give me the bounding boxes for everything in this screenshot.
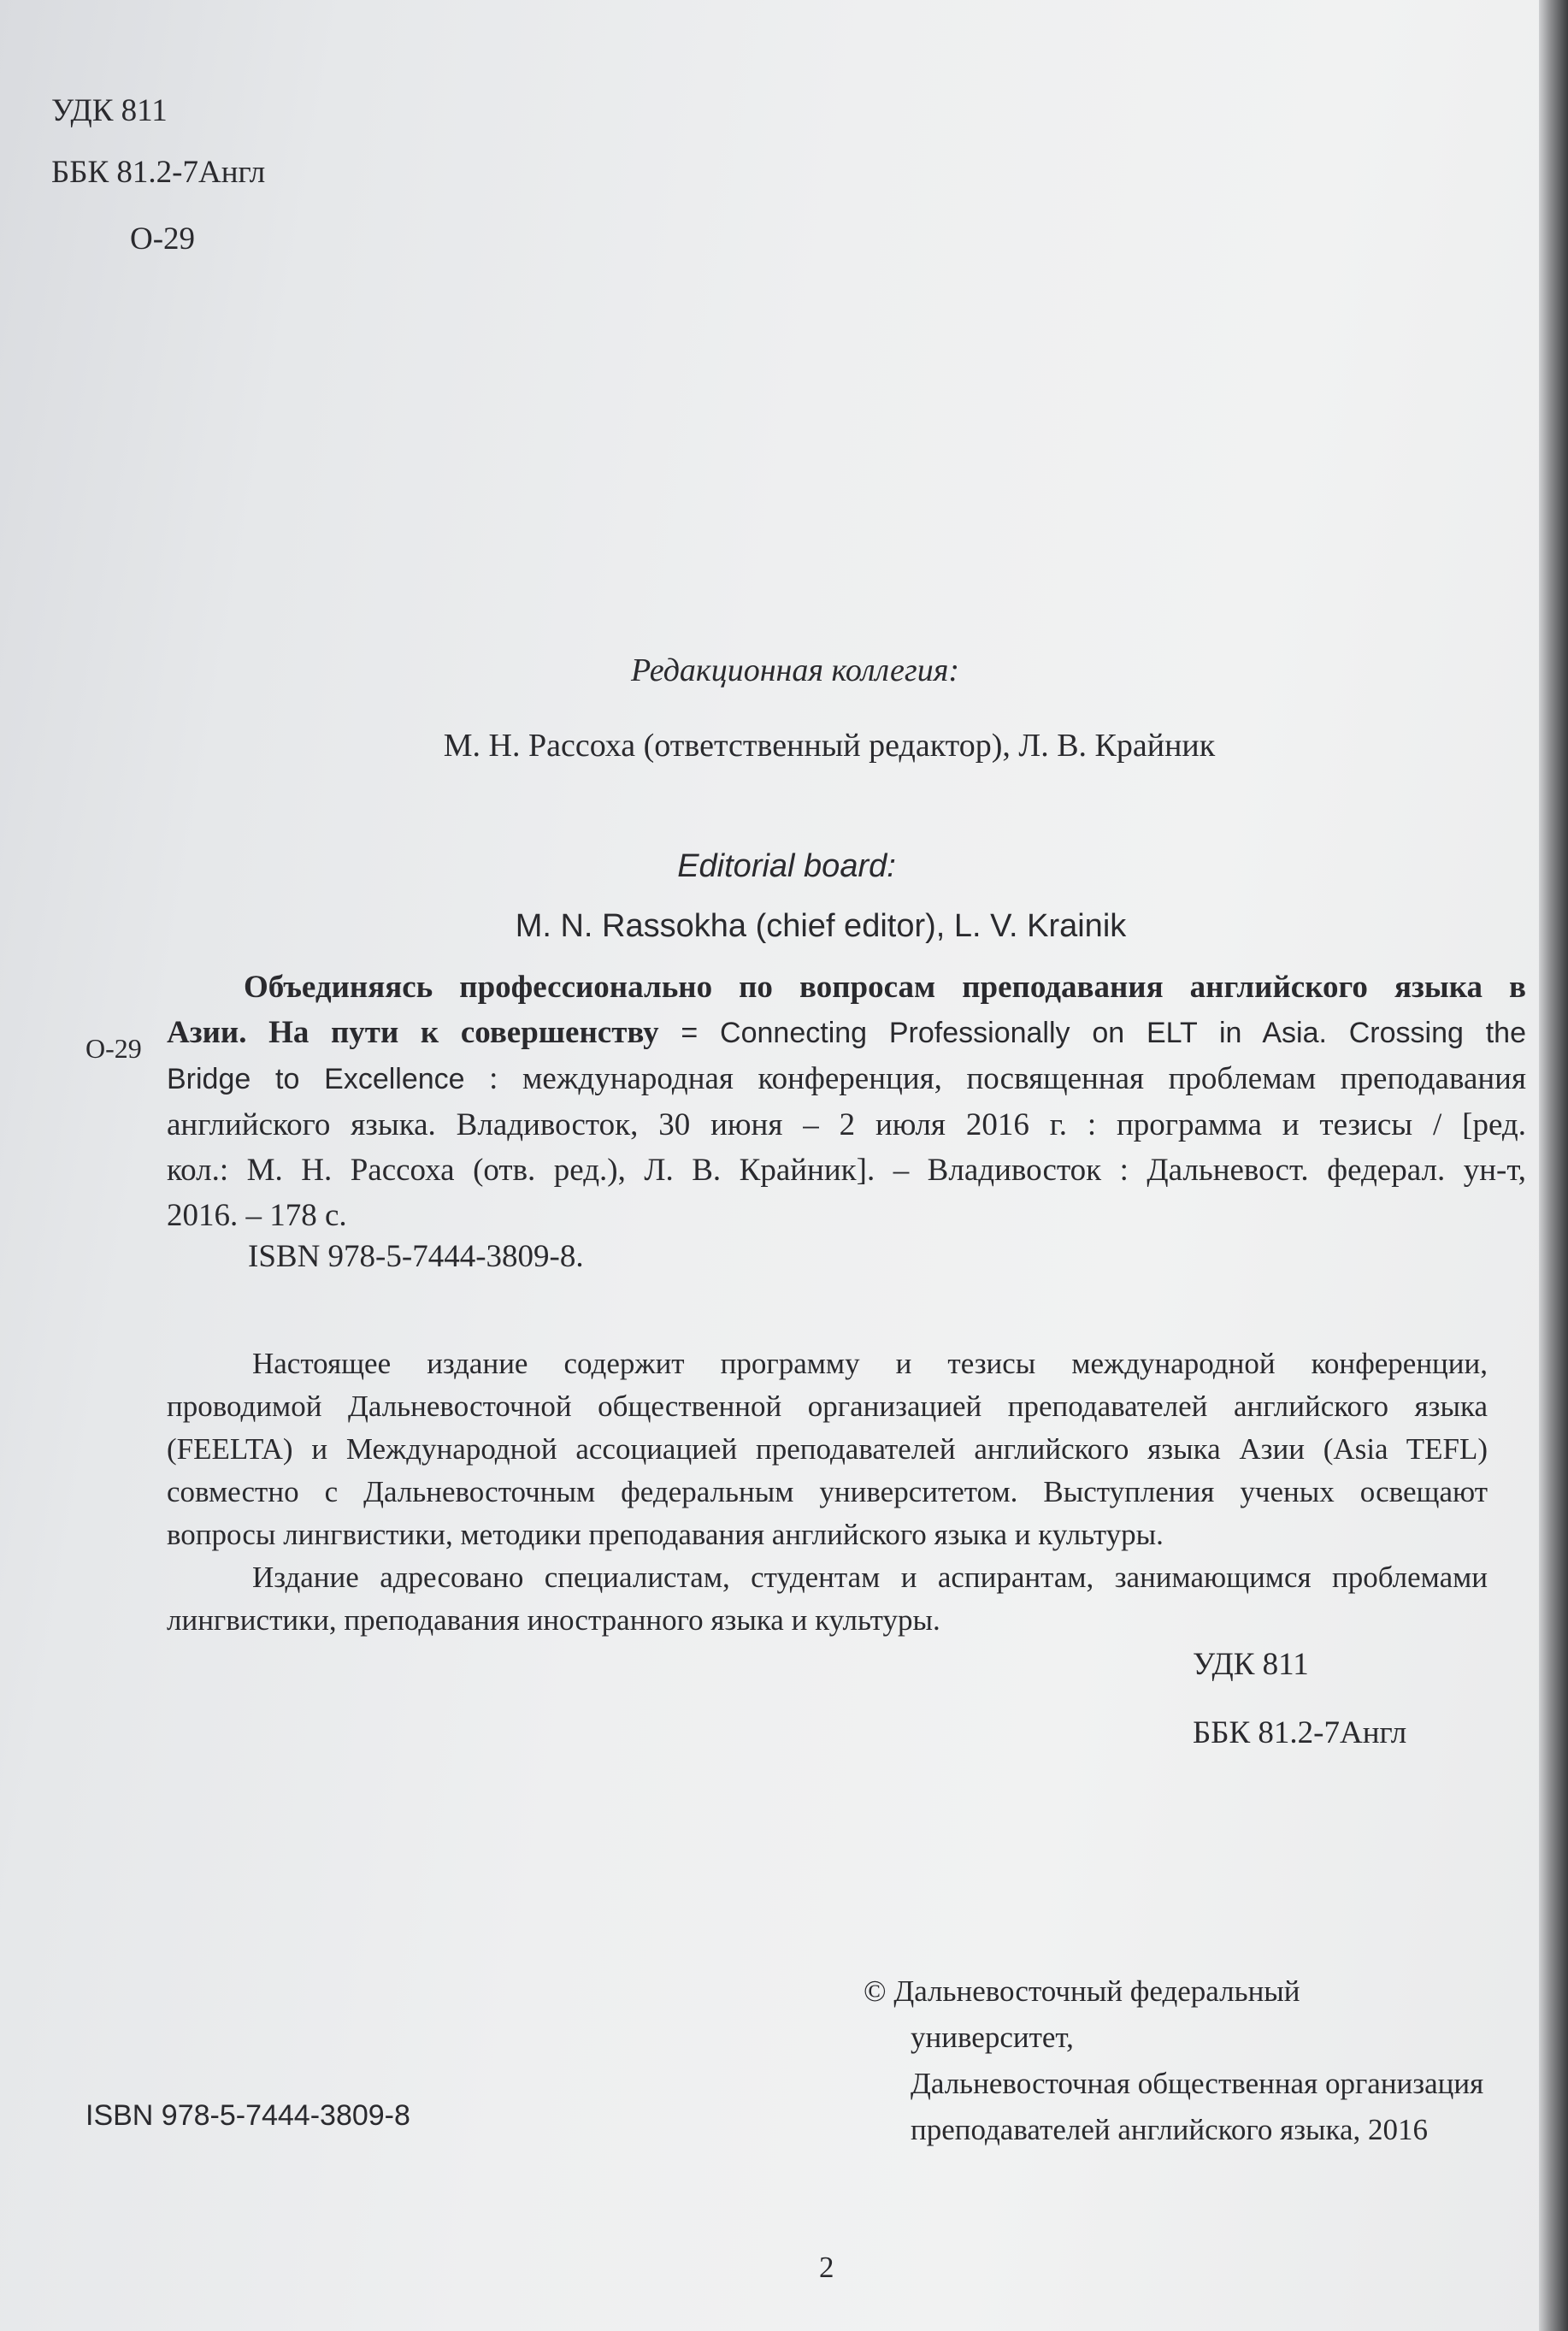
bib-title-en: = Connecting Professionally on ELT in Asia. Crossing the	[658, 1017, 1526, 1049]
bib-line-3	[167, 1056, 1526, 1102]
udk-code-top: УДК 811	[51, 93, 168, 128]
copyright-line-3: Дальневосточная общественная организация	[911, 2067, 1484, 2100]
annotation-p1-line-1: Настоящее издание содержит программу и тезисы международной конференции,	[252, 1347, 1488, 1380]
author-code-top: О-29	[130, 221, 196, 257]
bib-line-5: кол.: М. Н. Рассоха (отв. ред.), Л. В. Крайник]. – Владивосток : Дальневост. федерал. ун-т,	[167, 1153, 1526, 1188]
isbn-middle: ISBN 978-5-7444-3809-8.	[248, 1239, 584, 1274]
bibliographic-author-code: О-29	[85, 1033, 142, 1064]
annotation-p2-line-1: Издание адресовано специалистам, студентам и аспирантам, занимающимся проблемами	[252, 1561, 1488, 1594]
copyright-line-4: преподавателей английского языка, 2016	[911, 2113, 1429, 2146]
bbk-code-bottom: ББК 81.2-7Англ	[1193, 1715, 1407, 1750]
annotation-p2-line-2: лингвистики, преподавания иностранного языка и культуры.	[167, 1603, 940, 1637]
copyright-line-2: университет,	[911, 2021, 1074, 2054]
udk-code-bottom: УДК 811	[1193, 1647, 1309, 1682]
annotation	[167, 1343, 1488, 1642]
bbk-code-top: ББК 81.2-7Англ	[51, 155, 266, 190]
bib-line-2	[167, 1010, 1526, 1056]
page-edge-shadow	[1539, 0, 1568, 2331]
bib-line-6: 2016. – 178 с.	[167, 1198, 347, 1233]
annotation-p1-line-5: вопросы лингвистики, методики преподавания английского языка и культуры.	[167, 1518, 1164, 1551]
bib-line-4: английского языка. Владивосток, 30 июня – 2 июля 2016 г. : программа и тезисы / [ред.	[167, 1107, 1526, 1142]
bib-title-en-cont: Bridge to Excellence	[167, 1063, 465, 1095]
bib-line-1: Объединяясь профессионально по вопросам преподавания английского языка в	[244, 970, 1526, 1005]
copyright-block	[864, 1968, 1483, 2153]
editorial-board-en-heading: Editorial board:	[677, 848, 896, 884]
annotation-p1-line-2: проводимой Дальневосточной общественной организацией преподавателей английского языка	[167, 1390, 1488, 1423]
editorial-board-ru-names: М. Н. Рассоха (ответственный редактор), Л. В. Крайник	[443, 728, 1216, 764]
bib-title-bold: Азии. На пути к совершенству	[167, 1015, 659, 1050]
editorial-board-ru-heading: Редакционная коллегия:	[630, 652, 960, 688]
bib-line-3-rest: : международная конференция, посвященная проблемам преподавания	[464, 1061, 1526, 1096]
page-number: 2	[819, 2251, 834, 2284]
editorial-board-en-names: M. N. Rassokha (chief editor), L. V. Krainik	[515, 908, 1127, 944]
isbn-bottom: ISBN 978-5-7444-3809-8	[85, 2099, 410, 2132]
annotation-p1-line-4: совместно с Дальневосточным федеральным университетом. Выступления ученых освещают	[167, 1475, 1488, 1508]
copyright-line-1: © Дальневосточный федеральный	[864, 1974, 1300, 2008]
bibliographic-description	[167, 965, 1526, 1238]
annotation-p1-line-3: (FEELTA) и Международной ассоциацией преподавателей английского языка Азии (Asia TEFL)	[167, 1432, 1488, 1466]
